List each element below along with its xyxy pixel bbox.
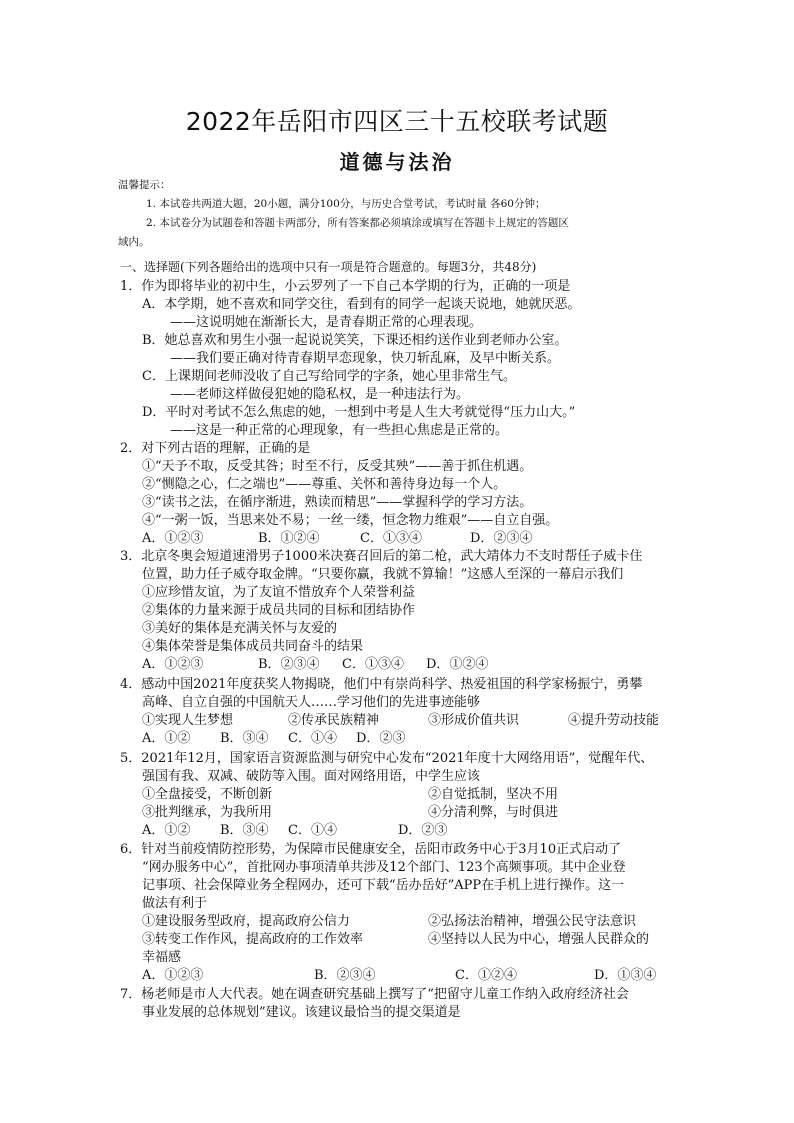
q1-stem: 1．作为即将毕业的初中生，小云罗列了一下自己本学期的行为，正确的一项是 [120,279,571,294]
q6-choice-b: B．②③④ [314,968,376,983]
q1-option-a: A．本学期，她不喜欢和同学交往，看到有的同学一起谈天说地，她就厌恶。 [142,297,581,312]
q1-option-a-note: ——这说明她在渐渐长大，是青春期正常的心理表现。 [170,315,483,330]
q1-option-d-note: ——这是一种正常的心理现象，有一些担心焦虑是正常的。 [170,423,509,438]
q5-stem-2: 强国有我、双减、破防等入围。面对网络用语，中学生应该 [142,769,481,784]
q5-choice-a: A．①② [142,823,191,838]
q2-choice-c: C．①③④ [360,531,422,546]
q5-item-3: ③批判继承，为我所用 [142,805,273,820]
q6-item-2: ②弘扬法治精神，增强公民守法意识 [428,914,637,929]
q4-choice-a: A．①② [142,731,191,746]
q4-stem-2: 高峰、自立自强的中国航天人……学习他们的先进事迹能够 [142,695,481,710]
q6-choice-a: A．①②③ [142,968,204,983]
q1-option-c: C．上课期间老师没收了自己写给同学的字条，她心里非常生气。 [142,369,516,384]
q4-item-3: ③形成价值共识 [428,713,520,728]
notice-item-1: 1. 本试卷共两道大题，20小题，满分100分，与历史合堂考试，考试时量 各60分钟； [146,198,546,210]
q7-stem-1: 7．杨老师是市人大代表。她在调查研究基础上撰写了“把留守儿童工作纳入政府经济社会 [120,987,629,1002]
exam-subject: 道德与法治 [339,150,455,174]
q3-stem-2: 位置，助力任子威夺取金牌。“只要你赢，我就不算输！”这感人至深的一幕启示我们 [142,567,624,582]
q3-choice-b: B．②③④ [258,657,320,672]
q3-item-3: ③美好的集体是充满关怀与友爱的 [142,621,338,636]
q5-item-4: ④分清利弊，与时俱进 [428,805,559,820]
q2-choice-d: D．②③④ [470,531,533,546]
q6-choice-c: C．①②④ [455,968,517,983]
q2-item-3: ③“读书之法，在循序渐进，熟读而精思”——掌握科学的学习方法。 [142,495,533,510]
q2-item-1: ①“天予不取，反受其咎；时至不行，反受其殃”——善于抓住机遇。 [142,459,533,474]
q6-item-4: ④坚持以人民为中心，增强人民群众的 [428,932,650,947]
q2-choice-a: A．①②③ [142,531,204,546]
q2-stem: 2．对下列古语的理解，正确的是 [120,441,311,456]
q5-choice-b: B．③④ [220,823,269,838]
q3-stem-1: 3．北京冬奥会短道速滑男子1000米决赛召回后的第二枪，武大靖体力不支时帮任子威卡住 [120,549,643,564]
q3-item-2: ②集体的力量来源于成员共同的目标和团结协作 [142,603,416,618]
q5-choice-d: D．②③ [398,823,448,838]
notice-item-2b: 域内。 [118,236,150,248]
q4-choice-c: C．①④ [288,731,337,746]
q3-choice-d: D．①②④ [426,657,489,672]
q4-item-2: ②传承民族精神 [288,713,380,728]
q3-item-1: ①应珍惜友谊，为了友谊不惜放弃个人荣誉利益 [142,585,416,600]
q5-stem-1: 5．2021年12月，国家语言资源监测与研究中心发布“2021年度十大网络用语”，觉醒年代、 [120,751,654,766]
q2-item-2: ②“恻隐之心，仁之端也”——尊重、关怀和善待身边每一个人。 [142,477,507,492]
q3-choice-a: A．①②③ [142,657,204,672]
notice-item-2a: 2. 本试卷分为试题卷和答题卡两部分，所有答案都必须填涂或填写在答题卡上规定的答题区 [146,217,569,229]
q3-item-4: ④集体荣誉是集体成员共同奋斗的结果 [142,639,364,654]
notice-label: 温馨提示： [118,179,171,191]
q5-item-1: ①全盘接受，不断创新 [142,787,273,802]
q6-stem-3: 记事项、社会保障业务全程网办，还可下载“岳办岳好”APP在手机上进行操作。这一 [142,878,625,893]
q5-choice-c: C．①④ [288,823,337,838]
q4-stem-1: 4．感动中国2021年度获奖人物揭晓，他们中有崇尚科学、热爱祖国的科学家杨振宁，勇攀 [120,677,643,692]
q6-item-4-cont: 幸福感 [142,950,182,965]
q4-item-1: ①实现人生梦想 [142,713,234,728]
q6-choice-d: D．①③④ [594,968,657,983]
q6-stem-4: 做法有利于 [142,896,208,911]
q4-item-4: ④提升劳动技能 [568,713,660,728]
q2-choice-b: B．①②④ [258,531,320,546]
q1-option-b-note: ——我们要正确对待青春期早恋现象，快刀斩乱麻，及早中断关系。 [170,351,561,366]
q7-stem-2: 事业发展的总体规划”建议。该建议最恰当的提交渠道是 [142,1005,461,1020]
q5-item-2: ②自觉抵制，坚决不用 [428,787,559,802]
q6-item-3: ③转变工作作风，提高政府的工作效率 [142,932,364,947]
q1-option-d: D．平时对考试不怎么焦虑的她，一想到中考是人生大考就觉得“压力山大。” [142,405,576,420]
q6-stem-2: “网办服务中心”，首批网办事项清单共涉及12个部门、123个高频事项。其中企业登 [142,860,626,875]
q3-choice-c: C．①③④ [342,657,404,672]
q2-item-4: ④“一粥一饭，当思来处不易；一丝一缕，恒念物力维艰”——自立自强。 [142,513,559,528]
q1-option-c-note: ——老师这样做侵犯她的隐私权，是一种违法行为。 [170,387,470,402]
q4-choice-d: D．②③ [356,731,406,746]
q1-option-b: B．她总喜欢和男生小强一起说说笑笑，下课还相约送作业到老师办公室。 [142,333,568,348]
q4-choice-b: B．③④ [220,731,269,746]
section-heading: 一、选择题(下列各题给出的选项中只有一项是符合题意的。每题3分，共48分) [120,260,537,274]
q6-stem-1: 6．针对当前疫情防控形势，为保障市民健康安全，岳阳市政务中心于3月10正式启动了 [120,842,622,857]
exam-title: 2022年岳阳市四区三十五校联考试题 [185,107,609,136]
q6-item-1: ①建设服务型政府，提高政府公信力 [142,914,351,929]
